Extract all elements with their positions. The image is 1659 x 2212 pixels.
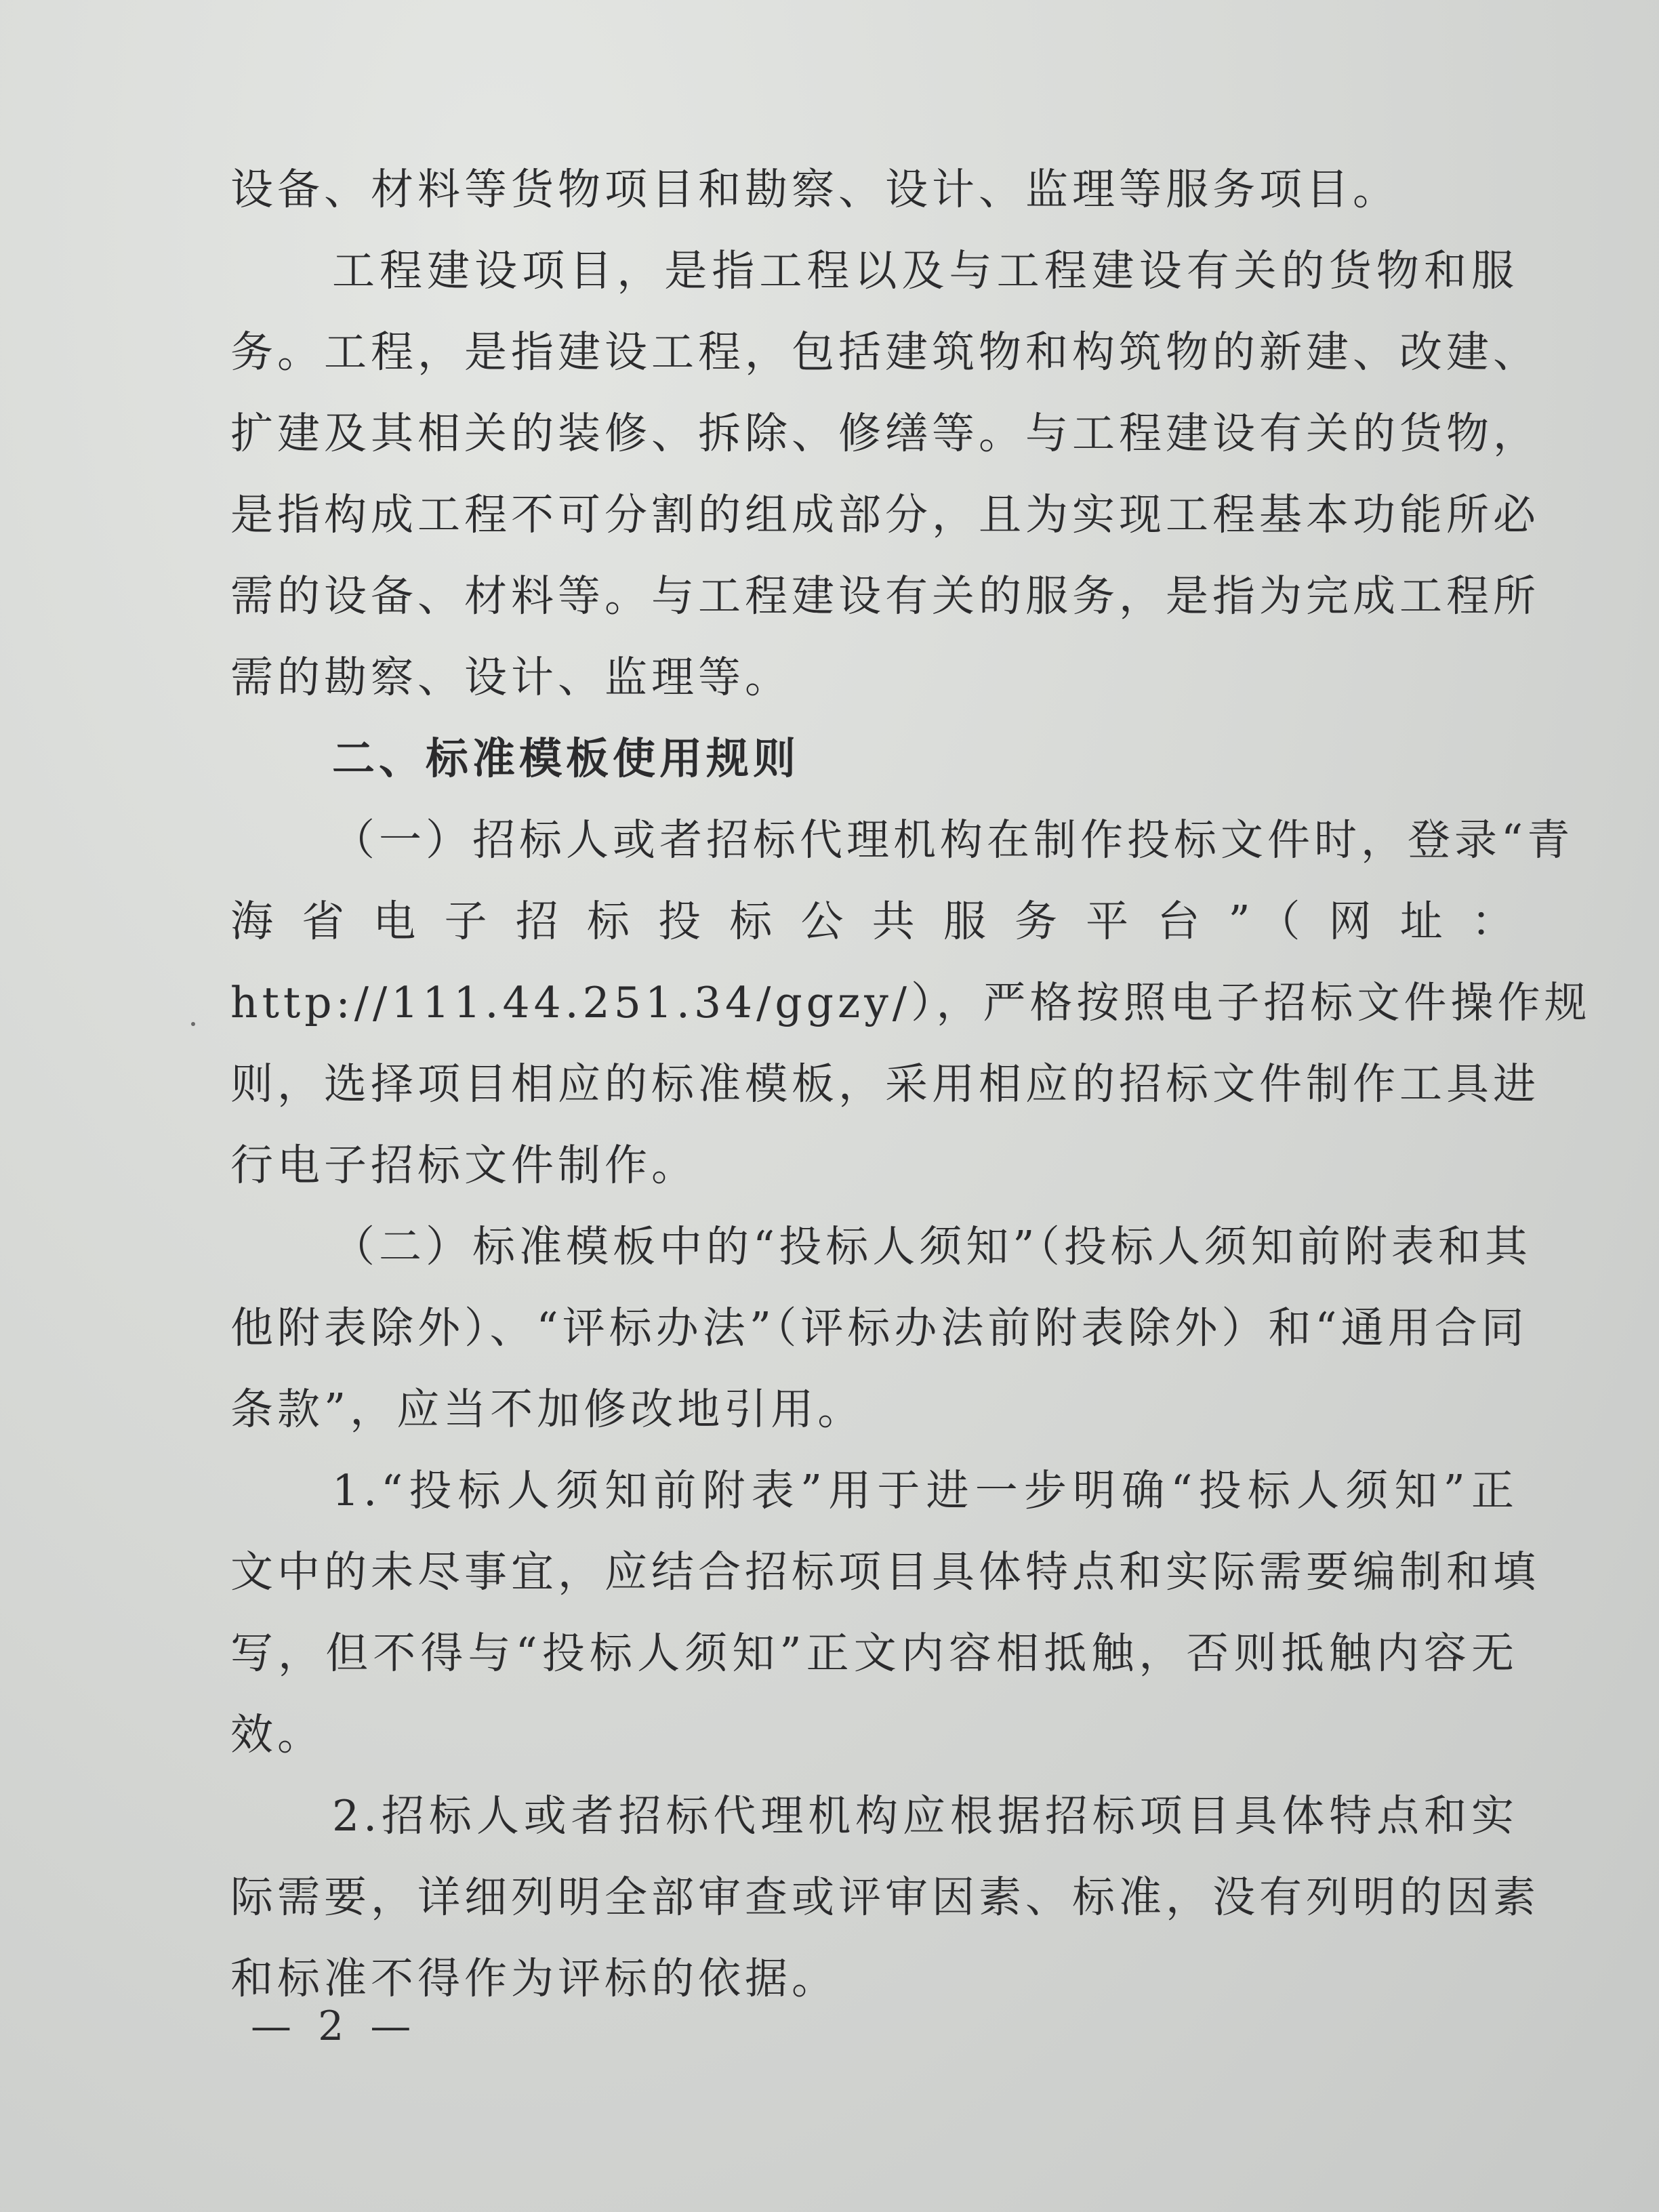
section-heading: 二、标准模板使用规则 bbox=[332, 734, 800, 783]
text-line: 际需要，详细列明全部审查或评审因素、标准，没有列明的因素 bbox=[230, 1872, 1540, 1922]
text-line: 工程建设项目，是指工程以及与工程建设有关的货物和服 bbox=[332, 246, 1518, 295]
page-number: — 2 — bbox=[251, 2003, 418, 2050]
text-line: 效。 bbox=[230, 1710, 324, 1759]
text-line: 1.“投标人须知前附表”用于进一步明确“投标人须知”正 bbox=[332, 1466, 1518, 1515]
text-line: 2.招标人或者招标代理机构应根据招标项目具体特点和实 bbox=[332, 1791, 1518, 1841]
text-line: 条款”，应当不加修改地引用。 bbox=[230, 1385, 865, 1434]
text-line: （一）招标人或者招标代理机构在制作投标文件时，登录“青 bbox=[332, 815, 1574, 865]
text-line: 是指构成工程不可分割的组成部分，且为实现工程基本功能所必 bbox=[230, 490, 1540, 539]
text-line: 和标准不得作为评标的依据。 bbox=[230, 1954, 838, 2003]
text-line: 行电子招标文件制作。 bbox=[230, 1141, 698, 1190]
paper-speck bbox=[191, 1022, 195, 1026]
text-line: （二）标准模板中的“投标人须知”（投标人须知前附表和其 bbox=[332, 1222, 1532, 1271]
text-line: 写，但不得与“投标人须知”正文内容相抵触，否则抵触内容无 bbox=[230, 1629, 1518, 1678]
text-line: 文中的未尽事宜，应结合招标项目具体特点和实际需要编制和填 bbox=[230, 1547, 1540, 1597]
text-line: 设备、材料等货物项目和勘察、设计、监理等服务项目。 bbox=[230, 165, 1399, 214]
text-line: 需的设备、材料等。与工程建设有关的服务，是指为完成工程所 bbox=[230, 571, 1540, 621]
text-line: 海省电子招标投标公共服务平台”（网址： bbox=[230, 897, 1518, 946]
text-line: 务。工程，是指建设工程，包括建筑物和构筑物的新建、改建、 bbox=[230, 327, 1540, 377]
text-line: 扩建及其相关的装修、拆除、修缮等。与工程建设有关的货物， bbox=[230, 409, 1540, 458]
text-line: 则，选择项目相应的标准模板，采用相应的招标文件制作工具进 bbox=[230, 1059, 1540, 1109]
text-line: 需的勘察、设计、监理等。 bbox=[230, 653, 792, 702]
text-line: 他附表除外）、“评标办法”（评标办法前附表除外）和“通用合同 bbox=[230, 1303, 1528, 1353]
text-line: http://111.44.251.34/ggzy/），严格按照电子招标文件操作规 bbox=[230, 978, 1591, 1027]
